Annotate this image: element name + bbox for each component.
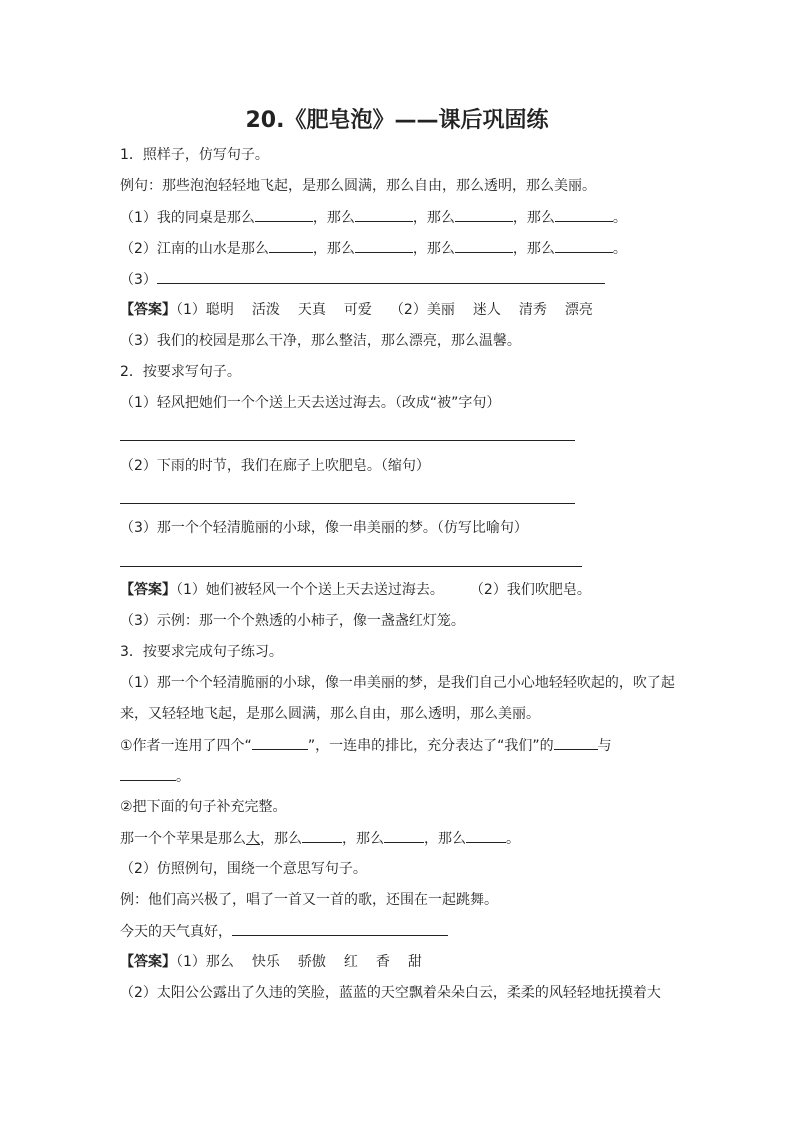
answer-word: 清秀: [518, 302, 547, 318]
answer-line[interactable]: [157, 269, 605, 284]
question-2-answer-line-2: （3）示例：那一个个熟透的小柿子，像一盏盏红灯笼。: [120, 613, 465, 629]
sentence-end: 。: [612, 210, 627, 226]
item-prefix: （3）: [120, 272, 157, 288]
answer-text: （1）她们被轻风一个个送上天去送过海去。: [176, 582, 444, 598]
answer-blank[interactable]: [554, 735, 598, 750]
question-1-stem: 1．照样子，仿写句子。: [120, 147, 269, 163]
page-title: 20.《肥皂泡》——课后巩固练: [245, 108, 549, 133]
question-3-item-2: （2）仿照例句，围绕一个意思写句子。: [120, 861, 367, 877]
answer-word: （2）美丽: [389, 302, 455, 318]
answer-blank[interactable]: [555, 238, 613, 253]
separator: ，那么: [424, 831, 466, 847]
question-3-prompt: [120, 921, 448, 942]
answer-line[interactable]: [120, 440, 575, 441]
sentence-end: 。: [612, 241, 627, 257]
separator: ，那么: [260, 831, 302, 847]
question-3-paragraph-line-1: （1）那一个个轻清脆丽的小球，像一串美丽的梦，是我们自己小心地轻轻吹起的，吹了起: [120, 675, 675, 691]
question-3-sub-1: [120, 735, 612, 756]
question-3-sub-2: ②把下面的句子补充完整。: [120, 799, 287, 815]
answer-word: 漂亮: [564, 302, 593, 318]
sentence-end: 。: [176, 769, 190, 785]
separator: ，那么: [512, 241, 555, 257]
separator: ，那么: [412, 241, 455, 257]
answer-blank[interactable]: [466, 828, 506, 843]
answer-label: 【答案】: [120, 302, 176, 318]
question-2-stem: 2．按要求写句子。: [120, 364, 241, 380]
question-1-example: 例句：那些泡泡轻轻地飞起，是那么圆满，那么自由，那么透明，那么美丽。: [120, 178, 596, 194]
separator: ，那么: [342, 831, 384, 847]
answer-word: 甜: [407, 954, 422, 970]
answer-blank[interactable]: [355, 238, 413, 253]
answer-blank[interactable]: [252, 735, 308, 750]
question-1-answer-line-1: [120, 300, 593, 320]
sub-question-text: 与: [597, 738, 612, 754]
question-2-answer-line-1: [120, 580, 591, 600]
separator: ，那么: [512, 210, 555, 226]
answer-label: 【答案】: [120, 954, 176, 970]
answer-word: （1）那么: [176, 954, 234, 970]
question-3-sub-2-sentence: [120, 828, 520, 849]
question-3-paragraph-line-2: 来，又轻轻地飞起，是那么圆满，那么自由，那么透明，那么美丽。: [120, 706, 540, 722]
question-3-example: 例：他们高兴极了，唱了一首又一首的歌，还围在一起跳舞。: [120, 892, 498, 908]
question-3-sub-1-continued: [120, 766, 190, 787]
question-3-answer-line-1: [120, 952, 422, 972]
sub-question-text: ①作者一连用了四个“: [120, 738, 252, 754]
answer-line[interactable]: [232, 921, 448, 936]
item-prefix: （2）江南的山水是那么: [120, 241, 269, 257]
answer-line[interactable]: [120, 566, 582, 567]
sub-question-text: ”，一连串的排比，充分表达了“我们”的: [307, 738, 554, 754]
answer-blank[interactable]: [355, 207, 413, 222]
answer-blank[interactable]: [455, 207, 513, 222]
answer-word: 快乐: [251, 954, 280, 970]
question-1-answer-line-2: （3）我们的校园是那么干净，那么整洁，那么漂亮，那么温馨。: [120, 333, 521, 349]
answer-blank[interactable]: [302, 828, 342, 843]
answer-line[interactable]: [120, 503, 575, 504]
question-1-item-1: [120, 207, 627, 228]
item-prefix: （1）我的同桌是那么: [120, 210, 255, 226]
question-2-item-1: （1）轻风把她们一个个送上天去送过海去。（改成“被”字句）: [120, 395, 501, 411]
answer-blank[interactable]: [555, 207, 613, 222]
answer-word: 可爱: [343, 302, 372, 318]
question-3-answer-line-2: （2）太阳公公露出了久违的笑脸，蓝蓝的天空飘着朵朵白云，柔柔的风轻轻地抚摸着大: [120, 985, 661, 1001]
question-3-stem: 3．按要求完成句子练习。: [120, 644, 283, 660]
answer-word: （1）聪明: [176, 302, 234, 318]
question-1-item-3: [120, 269, 605, 290]
answer-label: 【答案】: [120, 582, 176, 598]
answer-text: （2）我们吹肥皂。: [469, 582, 591, 598]
answer-word: 活泼: [251, 302, 280, 318]
separator: ，那么: [412, 210, 455, 226]
answer-word: 香: [375, 954, 390, 970]
answer-blank[interactable]: [269, 238, 313, 253]
answer-word: 迷人: [472, 302, 501, 318]
answer-word: 天真: [297, 302, 326, 318]
sentence-end: 。: [506, 831, 520, 847]
answer-word: 红: [343, 954, 358, 970]
sentence-prefix: 那一个个苹果是那么: [120, 831, 246, 847]
separator: ，那么: [312, 210, 355, 226]
question-2-item-2: （2）下雨的时节，我们在廊子上吹肥皂。（缩句）: [120, 458, 430, 474]
separator: ，那么: [312, 241, 355, 257]
answer-blank[interactable]: [255, 207, 313, 222]
question-2-item-3: （3）那一个个轻清脆丽的小球，像一串美丽的梦。（仿写比喻句）: [120, 520, 528, 536]
answer-blank[interactable]: [120, 766, 176, 781]
question-1-item-2: [120, 238, 627, 259]
answer-word: 骄傲: [297, 954, 326, 970]
underlined-example-word: 大: [246, 831, 260, 847]
answer-blank[interactable]: [384, 828, 424, 843]
answer-blank[interactable]: [455, 238, 513, 253]
prompt-text: 今天的天气真好，: [120, 924, 232, 940]
